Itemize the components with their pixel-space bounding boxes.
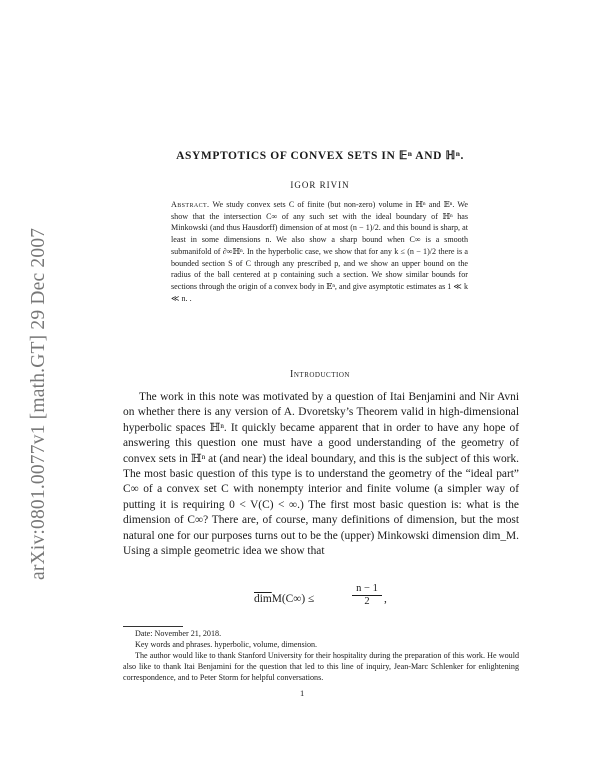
display-equation [240,583,410,613]
arxiv-identifier: arXiv:0801.0077v1 [math.GT] 29 Dec 2007 [28,227,49,580]
author-name: IGOR RIVIN [290,180,350,190]
abstract [171,199,468,304]
abstract-label: Abstract. [171,200,210,209]
equation-numerator: n − 1 [352,583,382,596]
section-heading-introduction: Introduction [290,369,350,380]
equation-lhs [254,593,314,605]
intro-paragraph-text: The work in this note was motivated by a question of Itai Benjamini and Nir Avni on whether there is any version of A. Dvoretsky’s Theorem valid in high-dimensional hyperbolic spaces ℍⁿ. It quickly became apparent that in order to have any hope of answering this question one must have a good understanding of the geometry of convex sets in ℍⁿ at (and near) the ideal boundary, and this is the subject of this work. The most basic question of this type is to understand the geometry of the “ideal part” C∞ of a convex set C with nonempty interior and finite volume (a simpler way of putting it is requiring 0 < V(C) < ∞.) The first most basic question is: what is the dimension of C∞? There are, of course, many definitions of dimension, but the most natural one for our purposes turns out to be the (upper) Minkowski dimension dim_M. Using a simple geometric idea we show that [123,391,519,558]
equation-lhs-rest: M(C∞) ≤ [271,593,315,605]
footnotes [123,628,519,683]
equation-trailing: , [384,593,387,605]
footnote-keywords: Key words and phrases. hyperbolic, volume, dimension. [135,640,318,649]
footnote-date: Date: November 21, 2018. [135,629,222,638]
intro-paragraph [123,390,519,559]
abstract-text: We study convex sets C of finite (but non-zero) volume in ℍⁿ and 𝔼ⁿ. We show that the intersection C∞ of any such set with the ideal boundary of ℍⁿ has Minkowski (and thus Hausdorff) dimension of at most (n − 1)/2. and this bound is sharp, at least in some dimensions n. We also show a sharp bound when C∞ is a smooth submanifold of ∂∞ℍⁿ. In the hyperbolic case, we show that for any k ≤ (n − 1)/2 there is a bounded section S of C through any prescribed p, and we show an upper bound on the radius of the ball centered at p containing such a section. We show similar bounds for sections through the origin of a convex body in 𝔼ⁿ, and give asymptotic estimates as 1 ≪ k ≪ n. . [171,200,468,303]
page-number: 1 [300,688,305,698]
equation-dim-operator: $\overline{dim}$ [254,593,272,605]
footnote-rule [123,626,183,627]
footnote-acknowledgement: The author would like to thank Stanford University for their hospitality during the preparation of this work. He would also like to thank Itai Benjamini for the question that led to this line of inquiry, Jean-Marc Schlenker for enlightening correspondence, and to Peter Storm for helpful conversations. [123,651,519,682]
paper-title: ASYMPTOTICS OF CONVEX SETS IN 𝔼ⁿ AND ℍⁿ. [176,150,464,162]
equation-denominator: 2 [364,596,370,607]
equation-fraction [352,583,382,607]
